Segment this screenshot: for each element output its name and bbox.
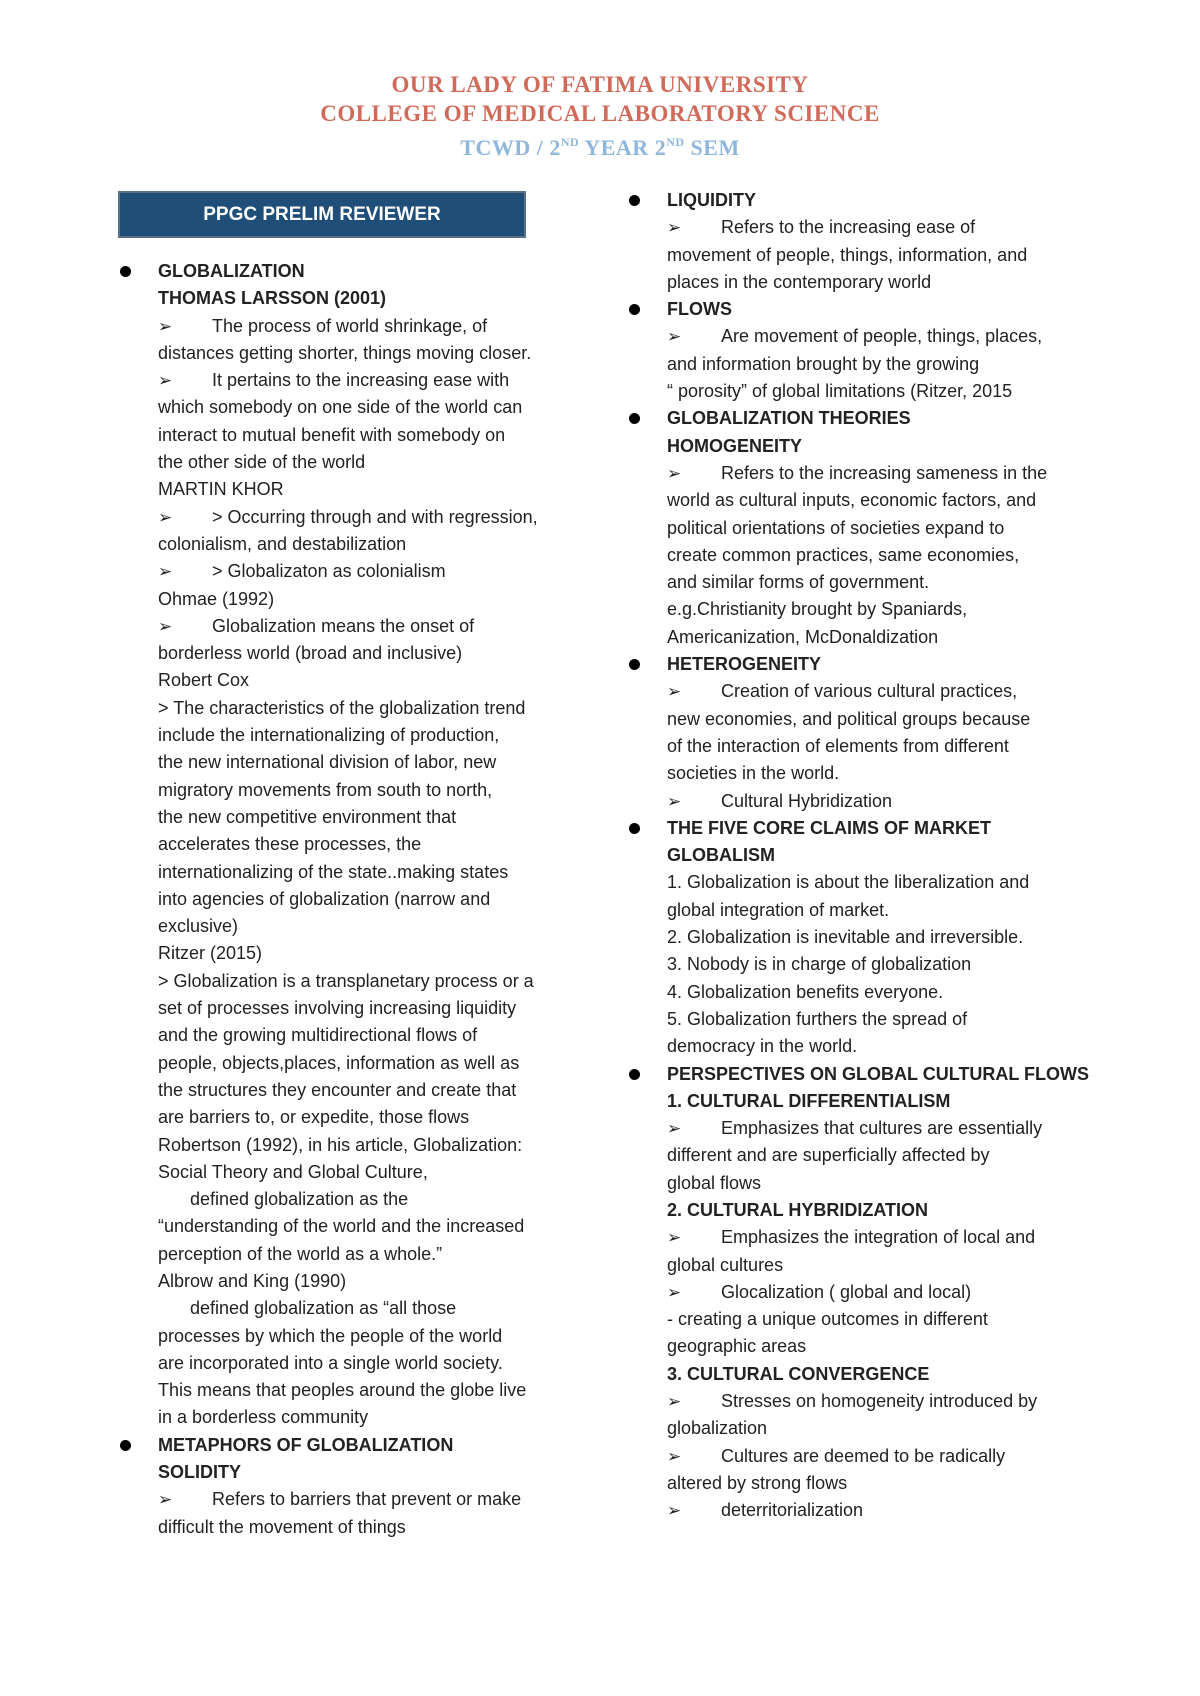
text-line: [667, 1252, 1107, 1279]
line-text: interact to mutual benefit with somebody on: [158, 424, 506, 445]
line-text: 1. Globalization is about the liberalization and: [667, 872, 1030, 893]
text-line: [158, 1241, 598, 1268]
text-line: [158, 1268, 598, 1295]
text-line: [158, 1350, 598, 1377]
line-text: defined globalization as the: [190, 1189, 409, 1210]
arrow-item: [667, 214, 1107, 241]
line-text: altered by strong flows: [667, 1472, 848, 1493]
section-heading: [667, 651, 1107, 678]
text-line: [158, 1404, 598, 1431]
arrow-item: [667, 1497, 1107, 1524]
text-line: [158, 913, 598, 940]
line-text: different and are superficially affected by: [667, 1145, 990, 1166]
text-line: [667, 242, 1107, 269]
line-text: HETEROGENEITY: [667, 654, 822, 675]
text-line: [667, 1088, 1107, 1115]
line-text: It pertains to the increasing ease with: [212, 370, 510, 391]
line-text: deterritorialization: [721, 1500, 864, 1521]
line-text: Refers to the increasing ease of: [721, 217, 976, 238]
line-text: are barriers to, or expedite, those flows: [158, 1107, 470, 1128]
arrow-bullet-icon: ➢: [667, 1282, 682, 1302]
text-line: [667, 1197, 1107, 1224]
line-text: 4. Globalization benefits everyone.: [667, 981, 944, 1002]
line-text: the structures they encounter and create that: [158, 1079, 517, 1100]
bullet-dot-icon: [629, 304, 640, 315]
arrow-bullet-icon: ➢: [158, 371, 173, 391]
text-line: [667, 378, 1107, 405]
line-text: and the growing multidirectional flows of: [158, 1025, 478, 1046]
line-text: THE FIVE CORE CLAIMS OF MARKET: [667, 817, 991, 838]
text-line: [667, 624, 1107, 651]
text-line: [158, 1104, 598, 1131]
line-text: include the internationalizing of production,: [158, 725, 500, 746]
bullet-dot-icon: [629, 1069, 640, 1080]
line-text: create common practices, same economies,: [667, 544, 1020, 565]
university-name: OUR LADY OF FATIMA UNIVERSITY: [391, 72, 809, 97]
arrow-item: [667, 460, 1107, 487]
text-line: [667, 1142, 1107, 1169]
line-text: GLOBALIZATION: [158, 261, 305, 281]
text-line: [667, 760, 1107, 787]
text-line: [667, 596, 1107, 623]
text-line: [667, 924, 1107, 951]
line-text: defined globalization as “all those: [190, 1298, 457, 1319]
section-heading: [667, 187, 1107, 214]
line-text: “ porosity” of global limitations (Ritzer, 2015: [667, 381, 1013, 402]
text-line: [667, 487, 1107, 514]
arrow-item: [158, 558, 598, 585]
text-line: [158, 722, 598, 749]
line-text: METAPHORS OF GLOBALIZATION: [158, 1434, 454, 1455]
line-text: SOLIDITY: [158, 1462, 242, 1483]
line-text: and similar forms of government.: [667, 572, 930, 593]
text-line: [158, 831, 598, 858]
arrow-item: [158, 613, 598, 640]
line-text: global flows: [667, 1172, 762, 1193]
line-text: movement of people, things, information, and: [667, 244, 1028, 265]
text-line: [158, 531, 598, 558]
text-line: [158, 859, 598, 886]
arrow-bullet-icon: ➢: [667, 1119, 682, 1139]
line-text: Emphasizes the integration of local and: [721, 1227, 1036, 1248]
text-line: [667, 433, 1107, 460]
document-header: [0, 70, 1200, 162]
text-line: [158, 940, 598, 967]
line-text: into agencies of globalization (narrow and: [158, 888, 491, 909]
text-line: [158, 1186, 598, 1213]
line-text: set of processes involving increasing liquidity: [158, 998, 517, 1019]
line-text: FLOWS: [667, 299, 732, 320]
line-text: migratory movements from south to north,: [158, 779, 493, 800]
text-line: [667, 951, 1107, 978]
line-text: distances getting shorter, things moving closer.: [158, 342, 532, 363]
line-text: in a borderless community: [158, 1407, 369, 1428]
text-line: [158, 449, 598, 476]
arrow-bullet-icon: ➢: [158, 507, 173, 527]
arrow-item: [667, 1224, 1107, 1251]
text-line: [667, 842, 1107, 869]
line-text: colonialism, and destabilization: [158, 533, 407, 554]
arrow-item: [158, 504, 598, 531]
line-text: THOMAS LARSSON (2001): [158, 288, 387, 309]
line-text: Glocalization ( global and local): [721, 1281, 972, 1302]
line-text: Americanization, McDonaldization: [667, 626, 939, 647]
line-text: Cultural Hybridization: [721, 790, 893, 811]
line-text: internationalizing of the state..making states: [158, 861, 509, 882]
arrow-item: [158, 367, 598, 394]
text-line: [667, 1361, 1107, 1388]
bullet-dot-icon: [629, 195, 640, 206]
line-text: people, objects,places, information as well as: [158, 1052, 520, 1073]
text-line: [158, 1077, 598, 1104]
line-text: e.g.Christianity brought by Spaniards,: [667, 599, 968, 620]
line-text: the new competitive environment that: [158, 806, 457, 827]
line-text: Are movement of people, things, places,: [721, 326, 1043, 347]
line-text: > Globalization is a transplanetary process or a: [158, 970, 534, 991]
line-text: new economies, and political groups because: [667, 708, 1031, 729]
arrow-bullet-icon: ➢: [667, 1446, 682, 1466]
line-text: “understanding of the world and the increased: [158, 1216, 525, 1237]
text-line: [667, 542, 1107, 569]
section-heading: [158, 258, 598, 285]
line-text: Stresses on homogeneity introduced by: [721, 1391, 1038, 1412]
line-text: world as cultural inputs, economic factors, and: [667, 490, 1037, 511]
line-text: Cultures are deemed to be radically: [721, 1445, 1006, 1466]
line-text: the other side of the world: [158, 452, 366, 473]
arrow-item: [667, 1443, 1107, 1470]
reviewer-title: PPGC PRELIM REVIEWER: [203, 203, 441, 225]
line-text: and information brought by the growing: [667, 353, 980, 374]
text-line: [158, 695, 598, 722]
line-text: - creating a unique outcomes in different: [667, 1309, 988, 1330]
line-text: Creation of various cultural practices,: [721, 681, 1018, 702]
arrow-bullet-icon: ➢: [158, 562, 173, 582]
text-line: [158, 394, 598, 421]
text-line: [667, 897, 1107, 924]
text-line: [158, 1459, 598, 1486]
line-text: democracy in the world.: [667, 1036, 858, 1057]
line-text: Albrow and King (1990): [158, 1270, 347, 1291]
text-line: [158, 667, 598, 694]
line-text: The process of world shrinkage, of: [212, 315, 488, 336]
line-text: 3. CULTURAL CONVERGENCE: [667, 1363, 930, 1384]
line-text: 3. Nobody is in charge of globalization: [667, 954, 972, 975]
line-text: accelerates these processes, the: [158, 834, 422, 855]
text-line: [158, 422, 598, 449]
line-text: Refers to barriers that prevent or make: [212, 1489, 522, 1510]
text-line: [158, 1022, 598, 1049]
arrow-bullet-icon: ➢: [667, 682, 682, 702]
line-text: Refers to the increasing sameness in the: [721, 462, 1048, 483]
line-text: Robert Cox: [158, 670, 250, 691]
text-line: [158, 749, 598, 776]
line-text: 1. CULTURAL DIFFERENTIALISM: [667, 1090, 951, 1111]
bullet-dot-icon: [629, 823, 640, 834]
text-line: [158, 340, 598, 367]
line-text: HOMOGENEITY: [667, 435, 803, 456]
text-line: [667, 569, 1107, 596]
line-text: are incorporated into a single world society.: [158, 1352, 503, 1373]
line-text: processes by which the people of the world: [158, 1325, 503, 1346]
arrow-item: [667, 1115, 1107, 1142]
course-term: TCWD / 2ND YEAR 2ND SEM: [460, 135, 740, 160]
line-text: LIQUIDITY: [667, 190, 756, 210]
bullet-dot-icon: [629, 659, 640, 670]
text-line: [158, 476, 598, 503]
text-line: [667, 1333, 1107, 1360]
line-text: global integration of market.: [667, 899, 890, 920]
line-text: This means that peoples around the globe live: [158, 1380, 527, 1401]
line-text: difficult the movement of things: [158, 1516, 406, 1537]
text-line: [158, 804, 598, 831]
reviewer-title-box: [118, 191, 526, 238]
text-line: [158, 640, 598, 667]
section-heading: [667, 296, 1107, 323]
bullet-dot-icon: [120, 266, 131, 277]
line-text: GLOBALISM: [667, 845, 775, 866]
line-text: societies in the world.: [667, 763, 840, 784]
line-text: geographic areas: [667, 1336, 807, 1357]
arrow-item: [667, 1279, 1107, 1306]
section-heading: [667, 815, 1107, 842]
text-line: [158, 995, 598, 1022]
text-line: [158, 1159, 598, 1186]
arrow-bullet-icon: ➢: [158, 616, 173, 636]
text-line: [667, 706, 1107, 733]
line-text: PERSPECTIVES ON GLOBAL CULTURAL FLOWS: [667, 1063, 1090, 1084]
arrow-item: [158, 1486, 598, 1513]
arrow-bullet-icon: ➢: [667, 1501, 682, 1521]
section-heading: [667, 405, 1107, 432]
line-text: GLOBALIZATION THEORIES: [667, 408, 911, 429]
line-text: 2. CULTURAL HYBRIDIZATION: [667, 1199, 928, 1220]
line-text: > The characteristics of the globalization trend: [158, 697, 526, 718]
line-text: > Occurring through and with regression,: [212, 506, 538, 527]
text-line: [158, 777, 598, 804]
left-column: [158, 258, 598, 1541]
text-line: [667, 1033, 1107, 1060]
line-text: of the interaction of elements from different: [667, 735, 1009, 756]
line-text: > Globalizaton as colonialism: [212, 561, 446, 582]
text-line: [667, 1006, 1107, 1033]
arrow-item: [667, 678, 1107, 705]
arrow-bullet-icon: ➢: [667, 791, 682, 811]
text-line: [158, 1323, 598, 1350]
line-text: Social Theory and Global Culture,: [158, 1161, 428, 1182]
line-text: the new international division of labor, new: [158, 752, 497, 773]
text-line: [158, 1050, 598, 1077]
line-text: MARTIN KHOR: [158, 479, 284, 500]
text-line: [667, 515, 1107, 542]
line-text: Globalization means the onset of: [212, 615, 475, 636]
arrow-bullet-icon: ➢: [158, 316, 173, 336]
arrow-bullet-icon: ➢: [158, 1490, 173, 1510]
line-text: perception of the world as a whole.”: [158, 1243, 443, 1264]
arrow-bullet-icon: ➢: [667, 327, 682, 347]
text-line: [158, 968, 598, 995]
bullet-dot-icon: [629, 413, 640, 424]
arrow-bullet-icon: ➢: [667, 218, 682, 238]
line-text: political orientations of societies expand to: [667, 517, 1005, 538]
arrow-item: [667, 1388, 1107, 1415]
line-text: Emphasizes that cultures are essentially: [721, 1118, 1043, 1139]
text-line: [667, 1170, 1107, 1197]
line-text: Robertson (1992), in his article, Globalization:: [158, 1134, 523, 1155]
arrow-item: [667, 788, 1107, 815]
arrow-item: [667, 323, 1107, 350]
text-line: [158, 1377, 598, 1404]
arrow-bullet-icon: ➢: [667, 463, 682, 483]
text-line: [158, 886, 598, 913]
text-line: [667, 1306, 1107, 1333]
line-text: borderless world (broad and inclusive): [158, 643, 463, 664]
bullet-dot-icon: [120, 1440, 131, 1451]
text-line: [158, 285, 598, 312]
text-line: [667, 351, 1107, 378]
line-text: exclusive): [158, 916, 239, 937]
text-line: [667, 869, 1107, 896]
text-line: [667, 979, 1107, 1006]
line-text: 2. Globalization is inevitable and irreversible.: [667, 927, 1024, 948]
text-line: [158, 586, 598, 613]
section-heading: [158, 1432, 598, 1459]
text-line: [667, 269, 1107, 296]
line-text: globalization: [667, 1418, 768, 1439]
arrow-item: [158, 313, 598, 340]
arrow-bullet-icon: ➢: [667, 1392, 682, 1412]
text-line: [158, 1213, 598, 1240]
arrow-bullet-icon: ➢: [667, 1228, 682, 1248]
line-text: Ohmae (1992): [158, 588, 275, 609]
text-line: [158, 1514, 598, 1541]
line-text: 5. Globalization furthers the spread of: [667, 1008, 968, 1029]
text-line: [667, 1415, 1107, 1442]
text-line: [158, 1132, 598, 1159]
text-line: [667, 733, 1107, 760]
text-line: [158, 1295, 598, 1322]
line-text: Ritzer (2015): [158, 943, 263, 964]
right-column: [667, 187, 1107, 1525]
section-heading: [667, 1061, 1107, 1088]
college-name: COLLEGE OF MEDICAL LABORATORY SCIENCE: [320, 101, 880, 126]
text-line: [667, 1470, 1107, 1497]
line-text: which somebody on one side of the world can: [158, 397, 523, 418]
line-text: places in the contemporary world: [667, 271, 932, 292]
line-text: global cultures: [667, 1254, 784, 1275]
